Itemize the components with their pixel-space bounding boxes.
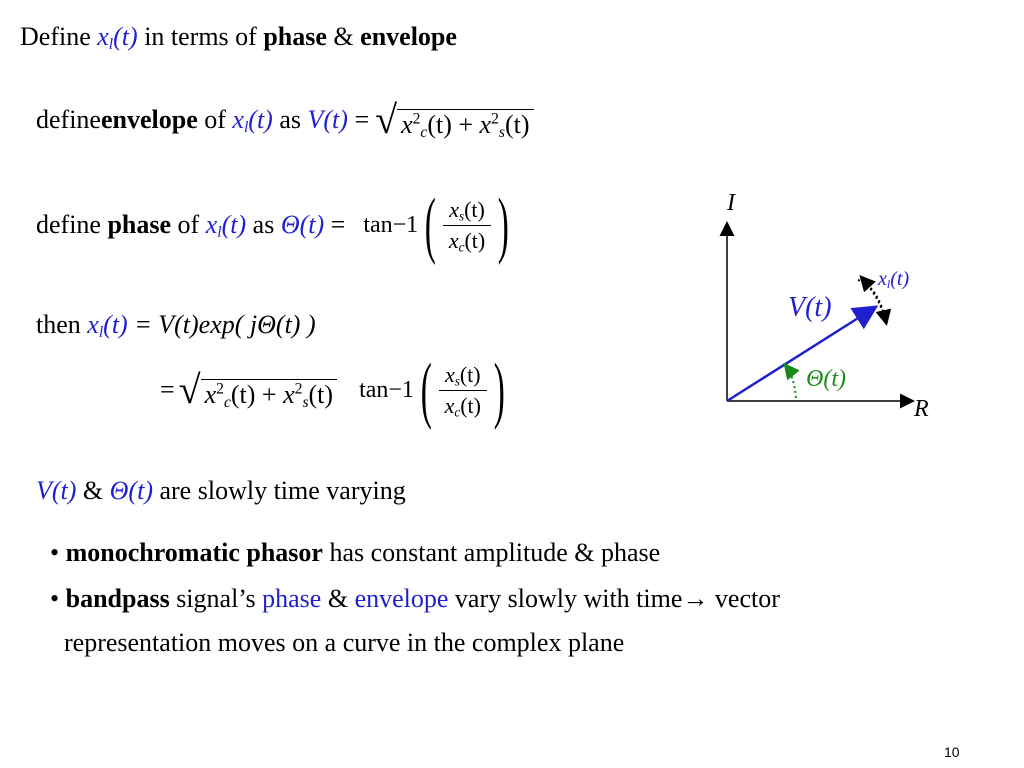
ph-num-t: (t) xyxy=(464,196,485,222)
env-rad-x2: x xyxy=(479,110,492,140)
env-x: x xyxy=(232,105,244,134)
ph-fraction xyxy=(443,197,491,254)
page-number: 10 xyxy=(944,744,960,760)
bullet1-dot: • xyxy=(50,538,60,567)
slow-theta: Θ(t) xyxy=(109,476,153,505)
title-var-x: x xyxy=(97,22,109,51)
exp-sqrt xyxy=(178,367,337,412)
xl-arg: (t) xyxy=(890,268,910,290)
bullet2-t1: signal’s xyxy=(169,584,263,613)
phase-definition xyxy=(36,180,516,270)
theta-arc xyxy=(786,366,796,398)
then-word: then xyxy=(36,310,88,339)
ph-den-sub: c xyxy=(458,238,465,254)
env-lhs: V(t) xyxy=(307,105,348,134)
envelope-definition xyxy=(36,97,534,142)
exp-num-x: x xyxy=(444,361,455,387)
ph-denominator xyxy=(443,226,491,254)
ph-rparen: ) xyxy=(498,184,510,266)
slow-amp: & xyxy=(76,476,110,505)
bullet2-envelope: envelope xyxy=(354,584,449,613)
xl-x: x xyxy=(878,268,887,290)
xl-label xyxy=(878,268,909,291)
title-var-sub: l xyxy=(108,35,114,53)
ph-text1: define xyxy=(36,210,108,239)
exp-radicand xyxy=(201,379,337,410)
env-rad-sub2: s xyxy=(498,124,505,141)
exp-fraction xyxy=(439,362,487,419)
slide-title xyxy=(20,22,457,52)
ph-arg: (t) xyxy=(221,210,247,239)
env-text2: of xyxy=(197,105,233,134)
exp-tan: tan−1 xyxy=(359,376,414,403)
exp-eq: = xyxy=(160,375,175,404)
axis-i-label: I xyxy=(727,190,735,216)
exp-num-t: (t) xyxy=(459,361,481,387)
then-arg: (t) xyxy=(103,310,128,339)
ph-tan: tan−1 xyxy=(363,211,419,238)
bullet2-t3: vector xyxy=(708,584,780,613)
then-x: x xyxy=(87,310,99,339)
title-amp: & xyxy=(326,22,361,51)
exp-rad-sup2: 2 xyxy=(294,380,303,398)
exp-rad-sub2: s xyxy=(302,394,309,411)
bullet2-bold: bandpass xyxy=(65,584,170,613)
exp-den-x: x xyxy=(444,392,455,418)
ph-den-x: x xyxy=(448,227,459,253)
exp-rad-sub1: c xyxy=(223,394,231,411)
title-phase: phase xyxy=(263,22,327,51)
ph-text2: of xyxy=(171,210,206,239)
exp-rad-x1: x xyxy=(204,380,217,410)
env-sqrt-sym: √ xyxy=(375,97,398,142)
exp-rad-x2: x xyxy=(283,380,295,410)
then-sub: l xyxy=(98,323,104,341)
title-var xyxy=(97,22,137,51)
ph-den-t: (t) xyxy=(464,227,486,253)
ph-lhs: Θ(t) xyxy=(280,210,325,239)
env-rad-x1: x xyxy=(401,110,413,140)
exp-sqrt-sym: √ xyxy=(178,367,201,412)
ph-eq: = xyxy=(324,210,346,239)
bullet1-rest: has constant amplitude & phase xyxy=(322,538,661,567)
env-text1: define xyxy=(36,105,101,134)
bullet-monochromatic xyxy=(50,538,660,568)
v-vector-label: V(t) xyxy=(788,292,832,323)
bullet2-phase: phase xyxy=(262,584,322,613)
ph-numerator xyxy=(443,197,491,226)
exp-lparen: ( xyxy=(420,349,432,431)
expanded-equation xyxy=(160,350,512,430)
xl-sub: l xyxy=(886,277,891,291)
theta-label: Θ(t) xyxy=(806,366,846,392)
slow-v: V(t) xyxy=(36,476,77,505)
then-xl xyxy=(87,310,127,339)
bullet1-bold: monochromatic phasor xyxy=(65,538,323,567)
ph-bold: phase xyxy=(107,210,172,239)
exp-den-t: (t) xyxy=(460,392,481,418)
slow-rest: are slowly time varying xyxy=(152,476,406,505)
exp-num-sub: s xyxy=(454,372,460,388)
exp-rad-t2: (t) xyxy=(308,380,334,410)
env-rad-sub1: c xyxy=(420,124,428,141)
env-radicand xyxy=(397,109,533,140)
env-sqrt xyxy=(375,97,533,142)
bullet2-amp: & xyxy=(321,584,355,613)
exp-denominator xyxy=(439,391,487,419)
ph-num-x: x xyxy=(449,196,459,222)
axis-r-label: R xyxy=(914,396,929,422)
slowly-varying-line xyxy=(36,476,406,506)
env-rad-sup2: 2 xyxy=(491,110,499,128)
exp-rad-sup1: 2 xyxy=(216,380,224,398)
env-rad-t2: (t) xyxy=(504,110,530,140)
env-eq: = xyxy=(347,105,370,134)
ph-sub: l xyxy=(217,223,222,241)
bullet-bandpass xyxy=(50,584,780,614)
env-as: as xyxy=(272,105,308,134)
ph-x: x xyxy=(205,210,218,239)
title-prefix: Define xyxy=(20,22,98,51)
env-rad-sup1: 2 xyxy=(412,110,421,128)
env-arg: (t) xyxy=(248,105,273,134)
ph-as: as xyxy=(246,210,281,239)
title-envelope: envelope xyxy=(360,22,457,51)
bullet2-dot: • xyxy=(50,584,60,613)
exp-rad-t1: (t) + xyxy=(230,380,284,410)
bullet2-arrow-icon: → xyxy=(682,584,709,613)
then-rhs: = V(t)exp( jΘ(t) ) xyxy=(127,310,316,339)
ph-lparen: ( xyxy=(424,184,437,266)
bullet2-continuation: representation moves on a curve in the complex plane xyxy=(64,628,625,657)
env-rad-t1: (t) + xyxy=(427,110,480,140)
title-mid: in terms of xyxy=(137,22,264,51)
exp-numerator xyxy=(439,362,487,391)
then-equation xyxy=(36,310,316,340)
env-bold: envelope xyxy=(100,105,198,134)
env-sub: l xyxy=(243,118,249,136)
ph-xl xyxy=(206,210,246,240)
bullet2-t2: vary slowly with time xyxy=(448,584,683,613)
env-xl xyxy=(232,105,272,135)
exp-den-sub: c xyxy=(454,403,461,419)
exp-rparen: ) xyxy=(493,349,505,431)
title-var-arg: (t) xyxy=(113,22,138,51)
ph-num-sub: s xyxy=(458,207,465,223)
